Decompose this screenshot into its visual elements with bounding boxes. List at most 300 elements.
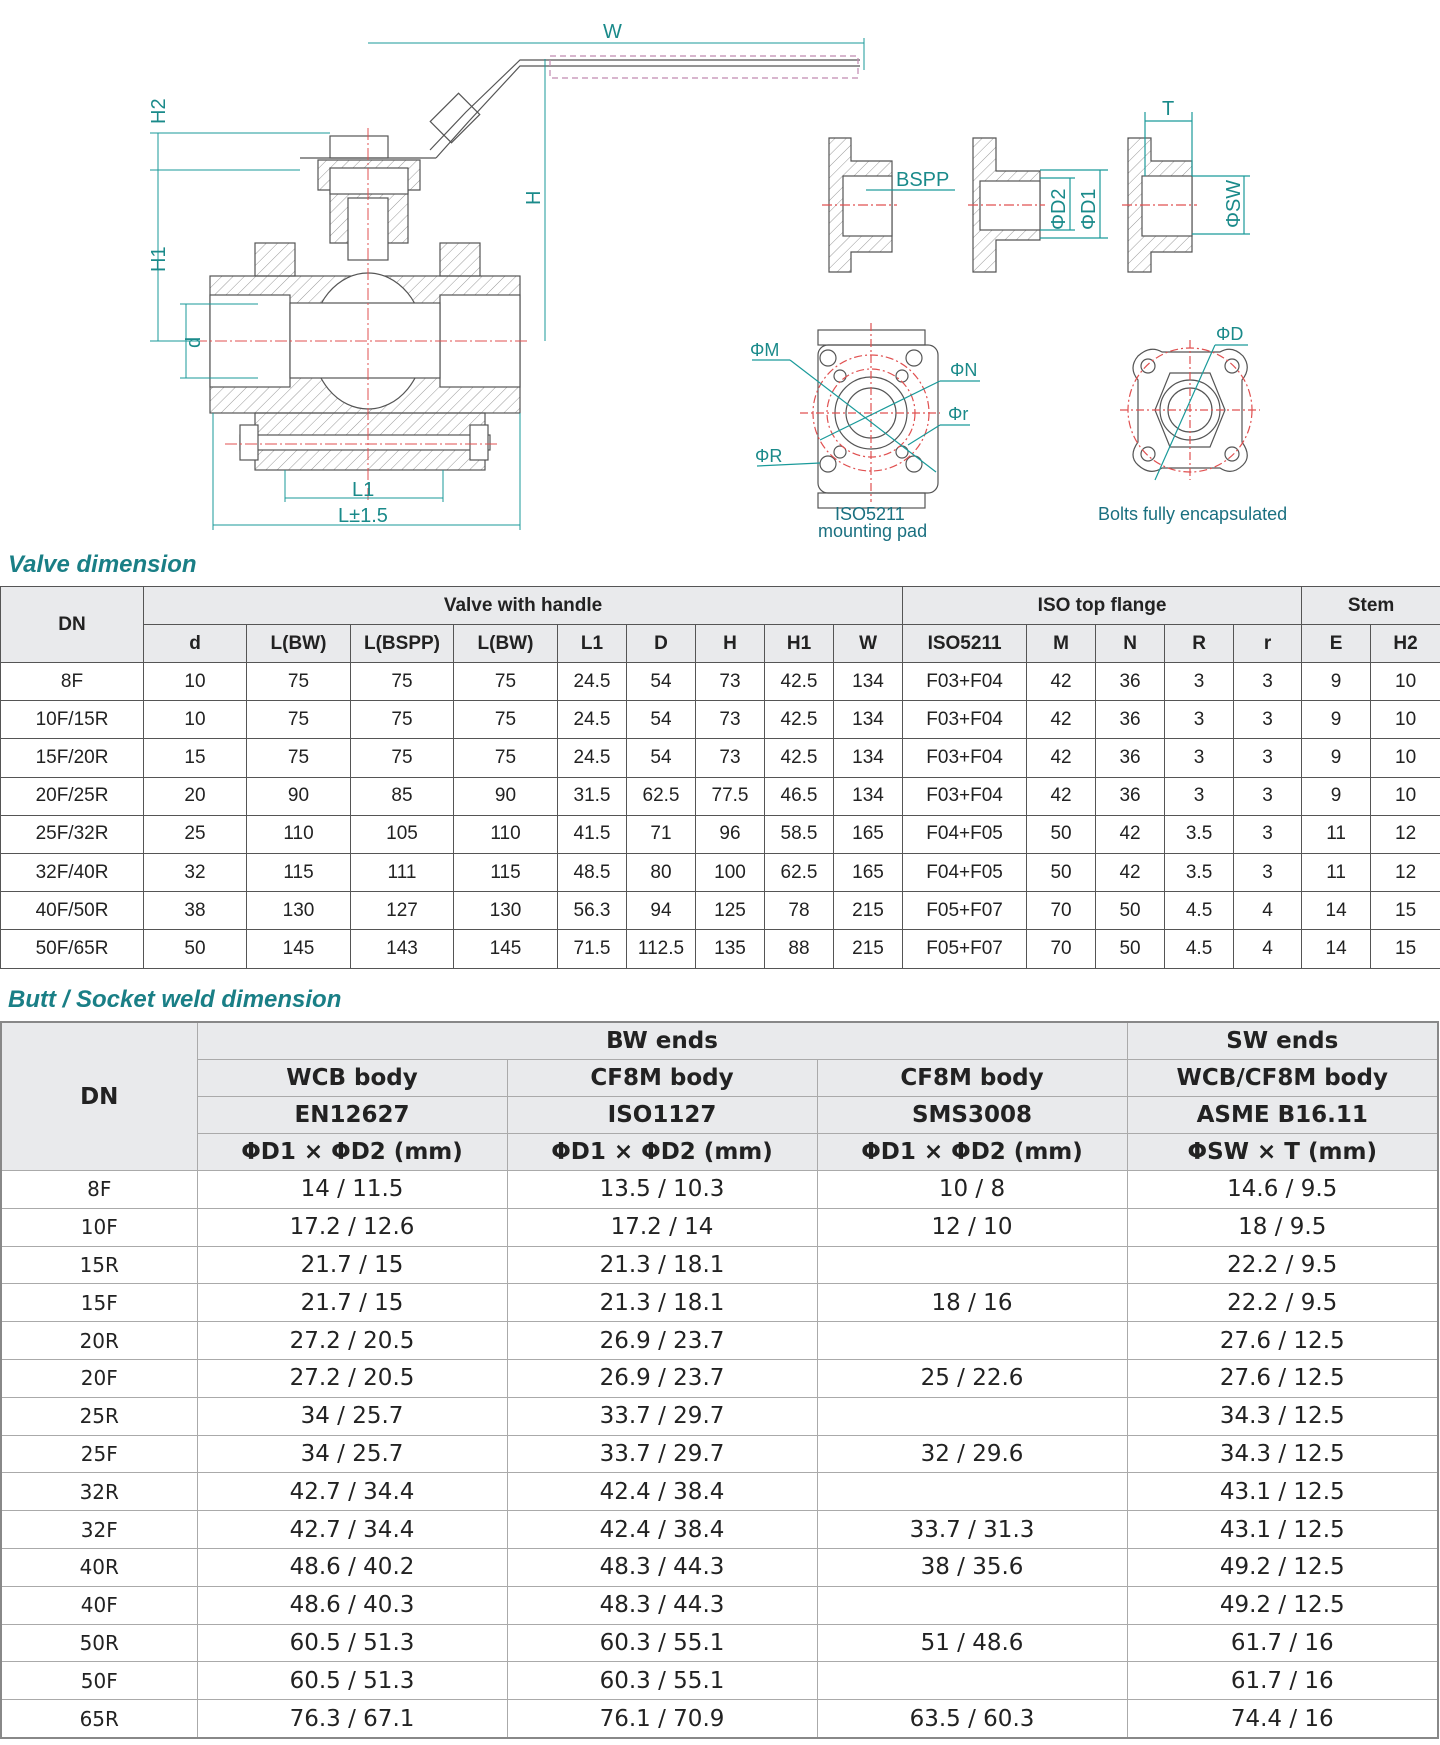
value-cell: 22.2 / 9.5 — [1127, 1246, 1438, 1284]
value-cell: 21.7 / 15 — [197, 1246, 507, 1284]
value-cell: 165 — [834, 853, 903, 891]
value-cell: 130 — [247, 892, 351, 930]
value-cell: 48.6 / 40.2 — [197, 1548, 507, 1586]
value-cell: 96 — [696, 815, 765, 853]
value-cell: 48.3 / 44.3 — [507, 1586, 817, 1624]
dn-cell: 15F/20R — [1, 739, 144, 777]
standard-header: ASME B16.11 — [1127, 1097, 1438, 1134]
value-cell: 48.3 / 44.3 — [507, 1548, 817, 1586]
value-cell: 70 — [1027, 930, 1096, 968]
column-header: W — [834, 625, 903, 663]
dn-cell: 25R — [1, 1397, 197, 1435]
table-row — [1, 1586, 1438, 1624]
table-row — [1, 1700, 1438, 1738]
dn-cell: 32F — [1, 1511, 197, 1549]
value-cell: 36 — [1096, 701, 1165, 739]
value-cell: 24.5 — [558, 701, 627, 739]
value-cell: 71 — [627, 815, 696, 853]
value-cell: 56.3 — [558, 892, 627, 930]
value-cell: 27.6 / 12.5 — [1127, 1322, 1438, 1360]
header-dn: DN — [1, 1022, 197, 1171]
table-row — [1, 777, 1440, 815]
value-cell: 42.7 / 34.4 — [197, 1473, 507, 1511]
value-cell: 10 — [1371, 663, 1440, 701]
value-cell: 21.7 / 15 — [197, 1284, 507, 1322]
value-cell: 75 — [247, 739, 351, 777]
value-cell: 4 — [1234, 892, 1302, 930]
value-cell: 14 / 11.5 — [197, 1171, 507, 1209]
value-cell: 32 / 29.6 — [817, 1435, 1127, 1473]
unit-header: ΦD1 × ΦD2 (mm) — [197, 1134, 507, 1171]
value-cell: 10 / 8 — [817, 1171, 1127, 1209]
value-cell: 31.5 — [558, 777, 627, 815]
unit-header: ΦSW × T (mm) — [1127, 1134, 1438, 1171]
body-header: CF8M body — [817, 1060, 1127, 1097]
value-cell: 15 — [1371, 930, 1440, 968]
column-header: M — [1027, 625, 1096, 663]
table-row — [1, 1435, 1438, 1473]
weld-dimension-table — [0, 1021, 1439, 1739]
label-sw: ΦSW — [1223, 179, 1245, 228]
value-cell: 24.5 — [558, 663, 627, 701]
value-cell: 9 — [1302, 701, 1371, 739]
dim-label-d: d — [183, 336, 205, 348]
value-cell — [817, 1586, 1127, 1624]
value-cell: 48.5 — [558, 853, 627, 891]
value-cell: 54 — [627, 663, 696, 701]
caption-iso5211: ISO5211 — [835, 504, 905, 524]
value-cell: 22.2 / 9.5 — [1127, 1284, 1438, 1322]
value-cell: 125 — [696, 892, 765, 930]
valve-group-header-row — [1, 587, 1440, 625]
value-cell: 42.5 — [765, 739, 834, 777]
value-cell: 74.4 / 16 — [1127, 1700, 1438, 1738]
value-cell: 3 — [1165, 701, 1234, 739]
value-cell: 33.7 / 29.7 — [507, 1435, 817, 1473]
value-cell: 88 — [765, 930, 834, 968]
body-header: CF8M body — [507, 1060, 817, 1097]
value-cell: 60.5 / 51.3 — [197, 1624, 507, 1662]
value-cell: 75 — [351, 663, 454, 701]
weld-unit-header-row — [1, 1134, 1438, 1171]
value-cell: 3 — [1234, 815, 1302, 853]
value-cell: 13.5 / 10.3 — [507, 1171, 817, 1209]
dn-cell: 50F — [1, 1662, 197, 1700]
value-cell: 46.5 — [765, 777, 834, 815]
dn-cell: 15R — [1, 1246, 197, 1284]
label-r-small: Φr — [948, 404, 969, 424]
header-dn: DN — [1, 587, 144, 663]
body-header: WCB body — [197, 1060, 507, 1097]
table-row — [1, 701, 1440, 739]
value-cell: 75 — [247, 701, 351, 739]
value-cell: 143 — [351, 930, 454, 968]
value-cell: 75 — [351, 701, 454, 739]
value-cell: 42 — [1027, 663, 1096, 701]
column-header: L(BW) — [247, 625, 351, 663]
value-cell: 33.7 / 29.7 — [507, 1397, 817, 1435]
value-cell: 134 — [834, 701, 903, 739]
value-cell: 76.1 / 70.9 — [507, 1700, 817, 1738]
value-cell: 115 — [454, 853, 558, 891]
value-cell: 50 — [1096, 930, 1165, 968]
value-cell: 14 — [1302, 892, 1371, 930]
value-cell: 3 — [1165, 777, 1234, 815]
value-cell: 77.5 — [696, 777, 765, 815]
dn-cell: 20F — [1, 1359, 197, 1397]
body-header: WCB/CF8M body — [1127, 1060, 1438, 1097]
dn-cell: 10F — [1, 1208, 197, 1246]
value-cell: 18 / 16 — [817, 1284, 1127, 1322]
value-cell: 60.3 / 55.1 — [507, 1662, 817, 1700]
table-row — [1, 1359, 1438, 1397]
caption-mounting-pad: mounting pad — [818, 521, 928, 541]
valve-column-header-row — [1, 625, 1440, 663]
table-row — [1, 739, 1440, 777]
value-cell: 165 — [834, 815, 903, 853]
value-cell: 75 — [454, 739, 558, 777]
valve-cross-section — [210, 56, 860, 470]
value-cell: 9 — [1302, 663, 1371, 701]
table-row — [1, 892, 1440, 930]
value-cell: 134 — [834, 777, 903, 815]
value-cell: 14 — [1302, 930, 1371, 968]
value-cell: 27.2 / 20.5 — [197, 1359, 507, 1397]
value-cell: 25 — [144, 815, 247, 853]
value-cell: 105 — [351, 815, 454, 853]
dn-cell: 25F/32R — [1, 815, 144, 853]
value-cell: 15 — [1371, 892, 1440, 930]
label-bolt-d: ΦD — [1216, 324, 1244, 344]
value-cell: 27.2 / 20.5 — [197, 1322, 507, 1360]
value-cell: 3 — [1234, 701, 1302, 739]
dn-cell: 40F — [1, 1586, 197, 1624]
value-cell: 50 — [1096, 892, 1165, 930]
value-cell: 75 — [247, 663, 351, 701]
value-cell: 42 — [1027, 701, 1096, 739]
value-cell: 25 / 22.6 — [817, 1359, 1127, 1397]
value-cell: 75 — [454, 701, 558, 739]
value-cell: 9 — [1302, 739, 1371, 777]
value-cell: 17.2 / 14 — [507, 1208, 817, 1246]
value-cell: 4.5 — [1165, 930, 1234, 968]
value-cell: 134 — [834, 739, 903, 777]
column-header: N — [1096, 625, 1165, 663]
label-n: ΦN — [950, 360, 978, 380]
value-cell: 3 — [1165, 739, 1234, 777]
table-row — [1, 1171, 1438, 1209]
weld-standard-header-row — [1, 1097, 1438, 1134]
iso5211-pad-view — [752, 323, 980, 508]
dn-cell: 65R — [1, 1700, 197, 1738]
table-row — [1, 1284, 1438, 1322]
value-cell: 70 — [1027, 892, 1096, 930]
value-cell: 21.3 / 18.1 — [507, 1284, 817, 1322]
weld-body-header-row — [1, 1060, 1438, 1097]
value-cell: 75 — [351, 739, 454, 777]
column-header: ISO5211 — [903, 625, 1027, 663]
value-cell: 11 — [1302, 815, 1371, 853]
column-header: L(BW) — [454, 625, 558, 663]
value-cell: 36 — [1096, 739, 1165, 777]
value-cell: 60.5 / 51.3 — [197, 1662, 507, 1700]
value-cell: 38 / 35.6 — [817, 1548, 1127, 1586]
value-cell: 33.7 / 31.3 — [817, 1511, 1127, 1549]
value-cell: 42 — [1027, 777, 1096, 815]
value-cell: 12 — [1371, 815, 1440, 853]
label-t: T — [1162, 98, 1175, 120]
column-header: L(BSPP) — [351, 625, 454, 663]
value-cell: F05+F07 — [903, 892, 1027, 930]
value-cell: 80 — [627, 853, 696, 891]
value-cell: 90 — [247, 777, 351, 815]
dn-cell: 10F/15R — [1, 701, 144, 739]
standard-header: SMS3008 — [817, 1097, 1127, 1134]
value-cell: 49.2 / 12.5 — [1127, 1548, 1438, 1586]
header-iso-top-flange: ISO top flange — [903, 587, 1302, 625]
value-cell: 61.7 / 16 — [1127, 1662, 1438, 1700]
value-cell: 34 / 25.7 — [197, 1435, 507, 1473]
table-row — [1, 1548, 1438, 1586]
value-cell: 110 — [454, 815, 558, 853]
value-cell: 111 — [351, 853, 454, 891]
value-cell: 112.5 — [627, 930, 696, 968]
value-cell: 9 — [1302, 777, 1371, 815]
unit-header: ΦD1 × ΦD2 (mm) — [817, 1134, 1127, 1171]
header-bw-ends: BW ends — [197, 1022, 1127, 1060]
value-cell: 10 — [144, 701, 247, 739]
value-cell: 42.7 / 34.4 — [197, 1511, 507, 1549]
value-cell: 3 — [1234, 663, 1302, 701]
value-cell: F03+F04 — [903, 777, 1027, 815]
dn-cell: 20F/25R — [1, 777, 144, 815]
valve-dimension-table — [0, 586, 1440, 969]
standard-header: EN12627 — [197, 1097, 507, 1134]
label-m: ΦM — [750, 340, 780, 360]
value-cell: 34.3 / 12.5 — [1127, 1435, 1438, 1473]
value-cell: 14.6 / 9.5 — [1127, 1171, 1438, 1209]
value-cell: 50 — [1027, 853, 1096, 891]
value-cell: 73 — [696, 663, 765, 701]
value-cell: 49.2 / 12.5 — [1127, 1586, 1438, 1624]
end-view-bspp — [822, 138, 955, 272]
value-cell: 3 — [1234, 853, 1302, 891]
value-cell: 42.5 — [765, 701, 834, 739]
value-cell: 58.5 — [765, 815, 834, 853]
table-row — [1, 1322, 1438, 1360]
value-cell: 42 — [1027, 739, 1096, 777]
dn-cell: 20R — [1, 1322, 197, 1360]
value-cell: 62.5 — [765, 853, 834, 891]
value-cell: 4.5 — [1165, 892, 1234, 930]
value-cell: 3 — [1165, 663, 1234, 701]
value-cell: 38 — [144, 892, 247, 930]
value-cell: 54 — [627, 701, 696, 739]
value-cell: 32 — [144, 853, 247, 891]
dn-cell: 8F — [1, 663, 144, 701]
value-cell: 4 — [1234, 930, 1302, 968]
value-cell: 78 — [765, 892, 834, 930]
dim-label-h1: H1 — [148, 246, 170, 272]
header-stem: Stem — [1302, 587, 1440, 625]
table-row — [1, 853, 1440, 891]
weld-dimension-title: Butt / Socket weld dimension — [8, 986, 342, 1013]
column-header: H — [696, 625, 765, 663]
value-cell: 12 — [1371, 853, 1440, 891]
value-cell: 42.4 / 38.4 — [507, 1473, 817, 1511]
value-cell: 36 — [1096, 777, 1165, 815]
column-header: D — [627, 625, 696, 663]
value-cell: 115 — [247, 853, 351, 891]
value-cell — [817, 1662, 1127, 1700]
dn-cell: 50F/65R — [1, 930, 144, 968]
value-cell: 134 — [834, 663, 903, 701]
value-cell: 42 — [1096, 853, 1165, 891]
table-row — [1, 1624, 1438, 1662]
dn-cell: 40R — [1, 1548, 197, 1586]
value-cell: 135 — [696, 930, 765, 968]
value-cell: 51 / 48.6 — [817, 1624, 1127, 1662]
valve-dimension-title: Valve dimension — [8, 551, 197, 578]
value-cell: 62.5 — [627, 777, 696, 815]
value-cell: 73 — [696, 739, 765, 777]
weld-ends-header-row — [1, 1022, 1438, 1060]
column-header: r — [1234, 625, 1302, 663]
value-cell: 54 — [627, 739, 696, 777]
value-cell: 10 — [1371, 701, 1440, 739]
label-bspp: BSPP — [896, 169, 950, 191]
value-cell: F05+F07 — [903, 930, 1027, 968]
value-cell: 48.6 / 40.3 — [197, 1586, 507, 1624]
dim-label-l1: L1 — [352, 479, 375, 501]
bolt-view — [1120, 340, 1260, 480]
dn-cell: 8F — [1, 1171, 197, 1209]
dn-cell: 40F/50R — [1, 892, 144, 930]
value-cell: 17.2 / 12.6 — [197, 1208, 507, 1246]
label-d1: ΦD1 — [1078, 188, 1100, 230]
value-cell: 3.5 — [1165, 815, 1234, 853]
value-cell: 94 — [627, 892, 696, 930]
value-cell: 130 — [454, 892, 558, 930]
column-header: R — [1165, 625, 1234, 663]
table-row — [1, 663, 1440, 701]
table-row — [1, 815, 1440, 853]
value-cell: 3 — [1234, 777, 1302, 815]
value-cell: 145 — [247, 930, 351, 968]
value-cell: F04+F05 — [903, 815, 1027, 853]
value-cell: 36 — [1096, 663, 1165, 701]
value-cell: 34 / 25.7 — [197, 1397, 507, 1435]
dim-label-h2: H2 — [148, 98, 170, 124]
value-cell: 100 — [696, 853, 765, 891]
table-row — [1, 1473, 1438, 1511]
header-sw-ends: SW ends — [1127, 1022, 1438, 1060]
value-cell: 60.3 / 55.1 — [507, 1624, 817, 1662]
table-row — [1, 930, 1440, 968]
value-cell: 76.3 / 67.1 — [197, 1700, 507, 1738]
technical-drawings — [0, 0, 1440, 560]
header-valve-with-handle: Valve with handle — [144, 587, 903, 625]
value-cell: 18 / 9.5 — [1127, 1208, 1438, 1246]
dn-cell: 15F — [1, 1284, 197, 1322]
value-cell: 43.1 / 12.5 — [1127, 1511, 1438, 1549]
value-cell: 61.7 / 16 — [1127, 1624, 1438, 1662]
value-cell: 41.5 — [558, 815, 627, 853]
value-cell: 42 — [1096, 815, 1165, 853]
dn-cell: 32R — [1, 1473, 197, 1511]
value-cell: 3.5 — [1165, 853, 1234, 891]
standard-header: ISO1127 — [507, 1097, 817, 1134]
column-header: d — [144, 625, 247, 663]
value-cell: 15 — [144, 739, 247, 777]
column-header: L1 — [558, 625, 627, 663]
value-cell: F03+F04 — [903, 663, 1027, 701]
value-cell — [817, 1397, 1127, 1435]
dn-cell: 32F/40R — [1, 853, 144, 891]
unit-header: ΦD1 × ΦD2 (mm) — [507, 1134, 817, 1171]
column-header: E — [1302, 625, 1371, 663]
value-cell: F03+F04 — [903, 739, 1027, 777]
caption-bolts-encapsulated: Bolts fully encapsulated — [1098, 504, 1288, 524]
table-row — [1, 1662, 1438, 1700]
value-cell: 10 — [1371, 739, 1440, 777]
value-cell: 110 — [247, 815, 351, 853]
value-cell: 10 — [1371, 777, 1440, 815]
value-cell: 12 / 10 — [817, 1208, 1127, 1246]
value-cell: 215 — [834, 892, 903, 930]
table-row — [1, 1511, 1438, 1549]
value-cell: 26.9 / 23.7 — [507, 1322, 817, 1360]
value-cell: 20 — [144, 777, 247, 815]
column-header: H1 — [765, 625, 834, 663]
dn-cell: 25F — [1, 1435, 197, 1473]
value-cell: 63.5 / 60.3 — [817, 1700, 1127, 1738]
value-cell: 50 — [144, 930, 247, 968]
value-cell: 24.5 — [558, 739, 627, 777]
value-cell: 127 — [351, 892, 454, 930]
value-cell: 90 — [454, 777, 558, 815]
value-cell: 50 — [1027, 815, 1096, 853]
value-cell: 145 — [454, 930, 558, 968]
value-cell: 3 — [1234, 739, 1302, 777]
table-row — [1, 1397, 1438, 1435]
value-cell: 11 — [1302, 853, 1371, 891]
label-r-big: ΦR — [755, 446, 783, 466]
value-cell: 43.1 / 12.5 — [1127, 1473, 1438, 1511]
value-cell: F04+F05 — [903, 853, 1027, 891]
dn-cell: 50R — [1, 1624, 197, 1662]
value-cell: 85 — [351, 777, 454, 815]
value-cell — [817, 1473, 1127, 1511]
value-cell: 26.9 / 23.7 — [507, 1359, 817, 1397]
table-row — [1, 1208, 1438, 1246]
value-cell: F03+F04 — [903, 701, 1027, 739]
value-cell: 75 — [454, 663, 558, 701]
value-cell: 215 — [834, 930, 903, 968]
column-header: H2 — [1371, 625, 1440, 663]
value-cell — [817, 1246, 1127, 1284]
value-cell: 27.6 / 12.5 — [1127, 1359, 1438, 1397]
value-cell: 71.5 — [558, 930, 627, 968]
value-cell: 10 — [144, 663, 247, 701]
dim-label-h: H — [523, 190, 545, 205]
table-row — [1, 1246, 1438, 1284]
value-cell: 21.3 / 18.1 — [507, 1246, 817, 1284]
value-cell: 34.3 / 12.5 — [1127, 1397, 1438, 1435]
label-d2: ΦD2 — [1048, 188, 1070, 230]
value-cell: 42.4 / 38.4 — [507, 1511, 817, 1549]
dim-label-l: L±1.5 — [338, 505, 388, 527]
